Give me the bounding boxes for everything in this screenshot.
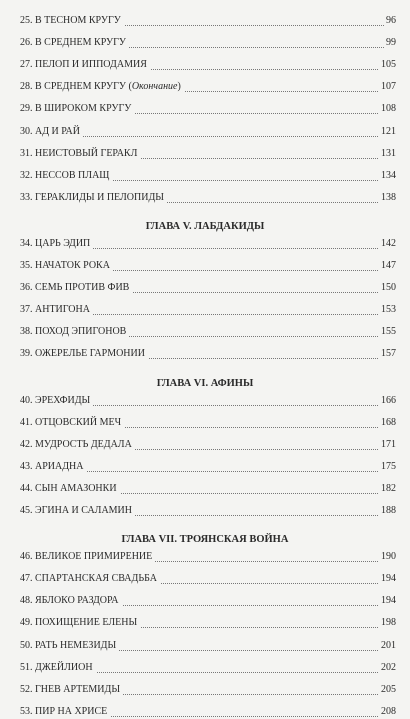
- toc-entry-title-group: [20, 303, 93, 317]
- toc-entry-title-group: [20, 661, 96, 675]
- toc-entry-page: 194: [381, 573, 396, 585]
- toc-entry: [20, 550, 396, 564]
- toc-entry: [20, 416, 396, 430]
- toc-entry: [20, 281, 396, 295]
- toc-entry-title-group: [20, 550, 155, 564]
- toc-entry: [20, 147, 396, 161]
- toc-entry-title-group: [20, 14, 124, 28]
- toc-entry-title-group: [20, 394, 93, 408]
- toc-entry-page: 108: [381, 103, 396, 115]
- toc-entry-title-group: [20, 416, 124, 430]
- toc-entry-page: 121: [381, 125, 396, 137]
- toc-entry-title-group: [20, 683, 123, 697]
- toc-entry: [20, 259, 396, 273]
- toc-entry-title-group: [20, 460, 87, 474]
- toc-entry-title-group: [20, 482, 120, 496]
- toc-entry-title: 27. ПЕЛОП И ИППОДАМИЯ: [20, 59, 147, 71]
- toc-entry-page: 150: [381, 282, 396, 294]
- toc-entry-title-group: [20, 36, 129, 50]
- toc-entry: [20, 705, 396, 719]
- toc-entry-title: 40. ЭРЕХФИДЫ: [20, 394, 91, 406]
- toc-entry-title: 34. ЦАРЬ ЭДИП: [20, 237, 91, 249]
- toc-entry-page: 157: [381, 348, 396, 360]
- toc-entry: [20, 438, 396, 452]
- toc-entry: [20, 191, 396, 205]
- toc-entry-title-group: [20, 147, 140, 161]
- toc-entry: [20, 594, 396, 608]
- toc-entry-page: 138: [381, 191, 396, 203]
- toc-entry-page: 131: [381, 147, 396, 159]
- toc-entry-title-group: [20, 572, 160, 586]
- toc-entry-title: 43. АРИАДНА: [20, 460, 84, 472]
- toc-entry: [20, 683, 396, 697]
- toc-entry-title-group: [20, 259, 113, 273]
- toc-entry: [20, 572, 396, 586]
- toc-entry-page: 107: [381, 81, 396, 93]
- toc-entry-title: 53. ПИР НА ХРИСЕ: [20, 705, 108, 717]
- toc-entry: [20, 460, 396, 474]
- toc-entry-page: 166: [381, 394, 396, 406]
- toc-entry-title: 32. НЕССОВ ПЛАЩ: [20, 169, 110, 181]
- toc-entry: [20, 482, 396, 496]
- toc-entry-title: 50. РАТЬ НЕМЕЗИДЫ: [20, 639, 117, 651]
- toc-entry-title: 30. АД И РАЙ: [20, 125, 80, 137]
- toc-entry: [20, 58, 396, 72]
- toc-entry-title-group: [20, 169, 112, 183]
- toc-entry-title: 48. ЯБЛОКО РАЗДОРА: [20, 595, 119, 607]
- toc-entry-title-group: 28. В СРЕДНЕМ КРУГУ (Окончание): [20, 80, 184, 94]
- toc-entry: [20, 616, 396, 630]
- toc-entry: [20, 303, 396, 317]
- toc-entry-page: 105: [381, 59, 396, 71]
- toc-entry: [20, 125, 396, 139]
- toc-entry-title: 45. ЭГИНА И САЛАМИН: [20, 505, 133, 516]
- toc-entry-page: 99: [386, 37, 396, 49]
- toc-entry: [20, 347, 396, 361]
- toc-entry: [20, 14, 396, 28]
- toc-entry-page: 134: [381, 169, 396, 181]
- toc-entry-title: 35. НАЧАТОК РОКА: [20, 260, 110, 271]
- toc-entry-title: 26. В СРЕДНЕМ КРУГУ: [20, 37, 126, 49]
- toc-entry-title-group: [20, 281, 132, 295]
- toc-entry-title: 42. МУДРОСТЬ ДЕДАЛА: [20, 438, 132, 450]
- toc-entry-page: 96: [386, 15, 396, 26]
- toc-entry-page: 182: [381, 482, 396, 494]
- toc-entry-page: 202: [381, 661, 396, 673]
- toc-entry-title: 46. ВЕЛИКОЕ ПРИМИРЕНИЕ: [20, 551, 153, 563]
- toc-entry-page: 190: [381, 551, 396, 563]
- toc-entry-title-group: [20, 325, 129, 339]
- toc-entry-page: 201: [381, 639, 396, 651]
- toc-entry-title: 33. ГЕРАКЛИДЫ И ПЕЛОПИДЫ: [20, 191, 165, 203]
- toc-entry-title-group: [20, 125, 83, 139]
- toc-entry-page: 198: [381, 617, 396, 629]
- toc-entry-page: 171: [381, 438, 396, 450]
- toc-entry-title-group: [20, 705, 110, 719]
- chapter-heading-text: ГЛАВА V. ЛАБДАКИДЫ: [145, 220, 265, 232]
- toc-entry-page: 208: [381, 705, 396, 717]
- toc-entry-title: 36. СЕМЬ ПРОТИВ ФИВ: [20, 282, 130, 294]
- toc-entry-title: 38. ПОХОД ЭПИГОНОВ: [20, 326, 127, 338]
- toc-entry-title: 49. ПОХИЩЕНИЕ ЕЛЕНЫ: [20, 617, 138, 629]
- toc-entry-page: 155: [381, 326, 396, 338]
- toc-entry-title: 39. ОЖЕРЕЛЬЕ ГАРМОНИИ: [20, 348, 145, 360]
- toc-entry-page: 168: [381, 416, 396, 428]
- toc-entry-page: 147: [381, 260, 396, 271]
- toc-entry-title-group: [20, 347, 148, 361]
- toc-entry-title: 37. АНТИГОНА: [20, 304, 90, 316]
- toc-entry-title-group: [20, 237, 93, 251]
- toc-entry: [20, 80, 396, 94]
- toc-entry: [20, 394, 396, 408]
- toc-entry-page: 153: [381, 304, 396, 316]
- toc-entry-title-group: [20, 639, 119, 653]
- chapter-heading: [0, 376, 410, 392]
- toc-entry-note: Окончание: [131, 81, 178, 93]
- chapter-heading: [0, 219, 410, 235]
- toc-entry: [20, 102, 396, 116]
- toc-entry-title: 51. ДЖЕЙЛИОН: [20, 661, 93, 673]
- toc-entry-title-group: [20, 594, 122, 608]
- chapter-heading-text: ГЛАВА VI. АФИНЫ: [156, 377, 254, 389]
- toc-entry-page: 142: [381, 237, 396, 249]
- toc-entry: [20, 639, 396, 653]
- toc-entry-title-group: [20, 438, 135, 452]
- toc-entry-page: 205: [381, 683, 396, 695]
- toc-entry: [20, 237, 396, 251]
- toc-entry-title: 25. В ТЕСНОМ КРУГУ: [20, 15, 121, 26]
- chapter-heading: [0, 532, 410, 548]
- toc-entry-title: 44. СЫН АМАЗОНКИ: [20, 482, 117, 494]
- toc-entry: [20, 36, 396, 50]
- toc-entry-title-group: [20, 102, 134, 116]
- toc-entry-page: 188: [381, 505, 396, 516]
- toc-entry-title: 41. ОТЦОВСКИЙ МЕЧ: [20, 416, 122, 428]
- toc-entry-title: 31. НЕИСТОВЫЙ ГЕРАКЛ: [20, 147, 138, 159]
- toc-entry-title: 52. ГНЕВ АРТЕМИДЫ: [20, 683, 121, 695]
- toc-entry-title-group: [20, 191, 167, 205]
- toc-entry-title: 47. СПАРТАНСКАЯ СВАДЬБА: [20, 573, 157, 585]
- toc-entry: [20, 661, 396, 675]
- toc-entry-page: 175: [381, 460, 396, 472]
- toc-entry-title-group: [20, 504, 135, 518]
- toc-entry-title: 28. В СРЕДНЕМ КРУГУ: [20, 81, 126, 93]
- chapter-heading-text: ГЛАВА VII. ТРОЯНСКАЯ ВОЙНА: [121, 534, 289, 546]
- toc-entry-title: 29. В ШИРОКОМ КРУГУ: [20, 103, 132, 115]
- toc-entry: [20, 169, 396, 183]
- toc-entry-page: 194: [381, 595, 396, 607]
- toc-entry: [20, 504, 396, 518]
- toc-entry: [20, 325, 396, 339]
- toc-entry-title-group: [20, 616, 140, 630]
- toc-entry-title-group: [20, 58, 150, 72]
